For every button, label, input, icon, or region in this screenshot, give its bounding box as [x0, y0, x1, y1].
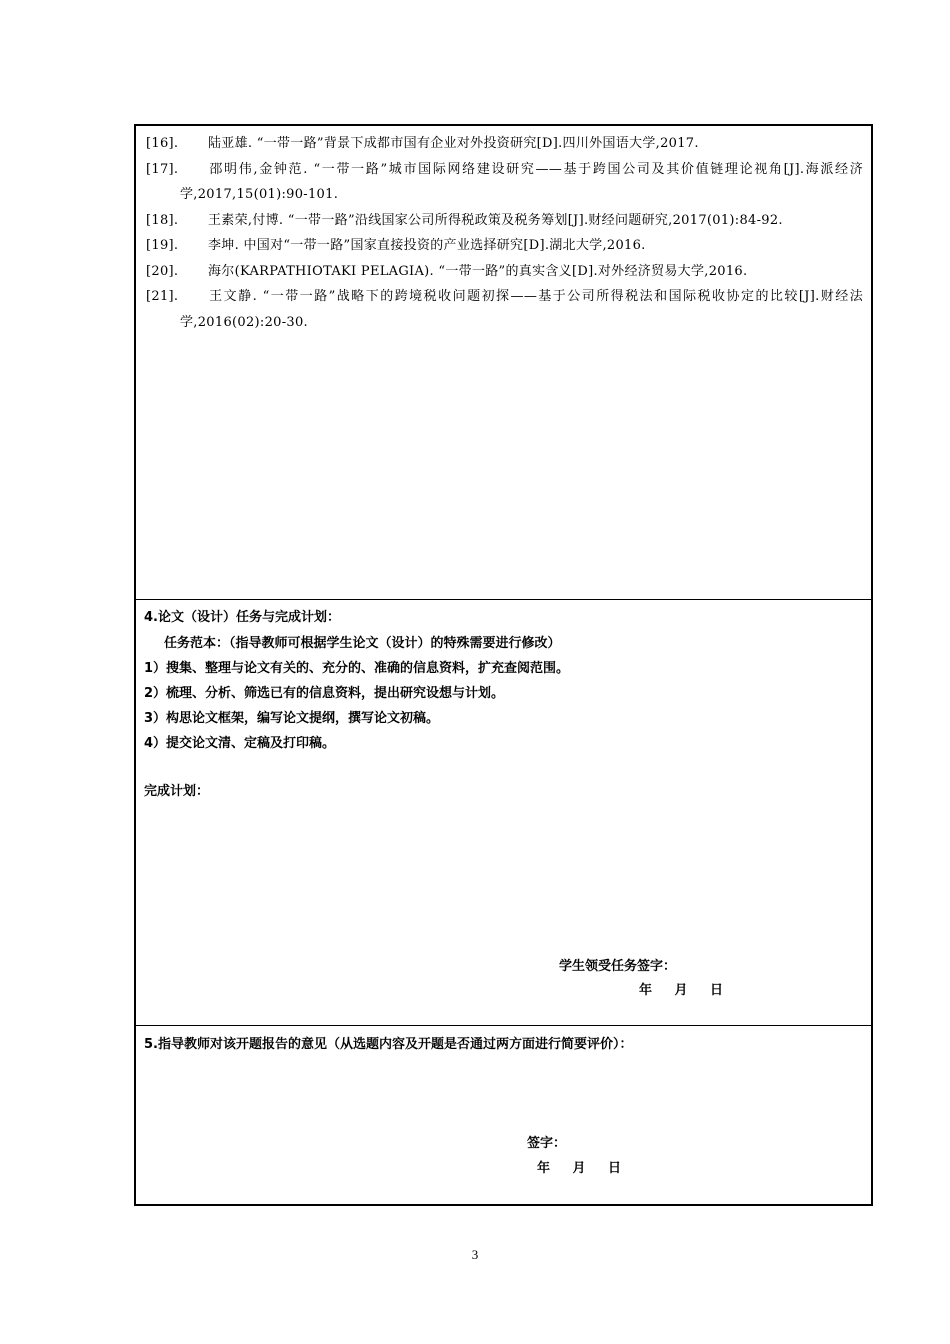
reference-text: 李坤. 中国对“一带一路”国家直接投资的产业选择研究[D].湖北大学,2016. [208, 238, 646, 253]
student-date-label: 年 月 日 [639, 983, 724, 998]
reference-item [146, 284, 863, 335]
references-section [136, 126, 871, 600]
reference-number: [21]. [146, 289, 179, 304]
task-template-note: 任务范本：（指导教师可根据学生论文（设计）的特殊需要进行修改） [164, 636, 561, 651]
reference-item [146, 208, 863, 234]
reference-text: 王文静. “一带一路”战略下的跨境税收问题初探——基于公司所得税法和国际税收协定的比较[J].财经法学,2016(02):20-30. [180, 289, 863, 330]
advisor-opinion-section [136, 1026, 871, 1204]
reference-number: [20]. [146, 263, 179, 279]
reference-text: 海尔(KARPATHIOTAKI PELAGIA). “一带一路”的真实含义[D].对外经济贸易大学,2016. [208, 263, 748, 279]
reference-number: [19]. [146, 238, 179, 253]
reference-item [146, 259, 863, 285]
reference-text: 邵明伟,金钟范. “一带一路”城市国际网络建设研究——基于跨国公司及其价值链理论视角[J].海派经济学,2017,15(01):90-101. [180, 161, 863, 202]
reference-number: [17]. [146, 161, 179, 177]
reference-item [146, 157, 863, 208]
advisor-signature-label: 签字： [527, 1136, 567, 1151]
reference-text: 陆亚雄. “一带一路”背景下成都市国有企业对外投资研究[D].四川外国语大学,2017. [208, 136, 699, 151]
reference-text: 王素荣,付博. “一带一路”沿线国家公司所得税政策及税务筹划[J].财经问题研究,2017(01):84-92. [208, 212, 783, 228]
task-item: 2）梳理、分析、筛选已有的信息资料，提出研究设想与计划。 [144, 686, 505, 701]
opinion-section-title: 5.指导教师对该开题报告的意见（从选题内容及开题是否通过两方面进行简要评价）： [144, 1037, 633, 1052]
reference-item [146, 131, 863, 157]
student-signature-label: 学生领受任务签字： [559, 959, 677, 974]
task-section-title: 4.论文（设计）任务与完成计划： [144, 610, 340, 625]
reference-item [146, 233, 863, 259]
advisor-date-label: 年 月 日 [537, 1161, 622, 1176]
report-form-table [134, 124, 873, 1206]
task-item: 1）搜集、整理与论文有关的、充分的、准确的信息资料，扩充查阅范围。 [144, 661, 570, 676]
page-number: 3 [471, 1247, 479, 1262]
completion-plan-label: 完成计划： [144, 784, 210, 799]
task-item: 3）构思论文框架，编写论文提纲，撰写论文初稿。 [144, 711, 440, 726]
task-plan-section [136, 600, 871, 1026]
reference-list [146, 131, 863, 335]
task-item: 4）提交论文清、定稿及打印稿。 [144, 736, 336, 751]
reference-number: [16]. [146, 136, 179, 151]
reference-number: [18]. [146, 212, 179, 228]
